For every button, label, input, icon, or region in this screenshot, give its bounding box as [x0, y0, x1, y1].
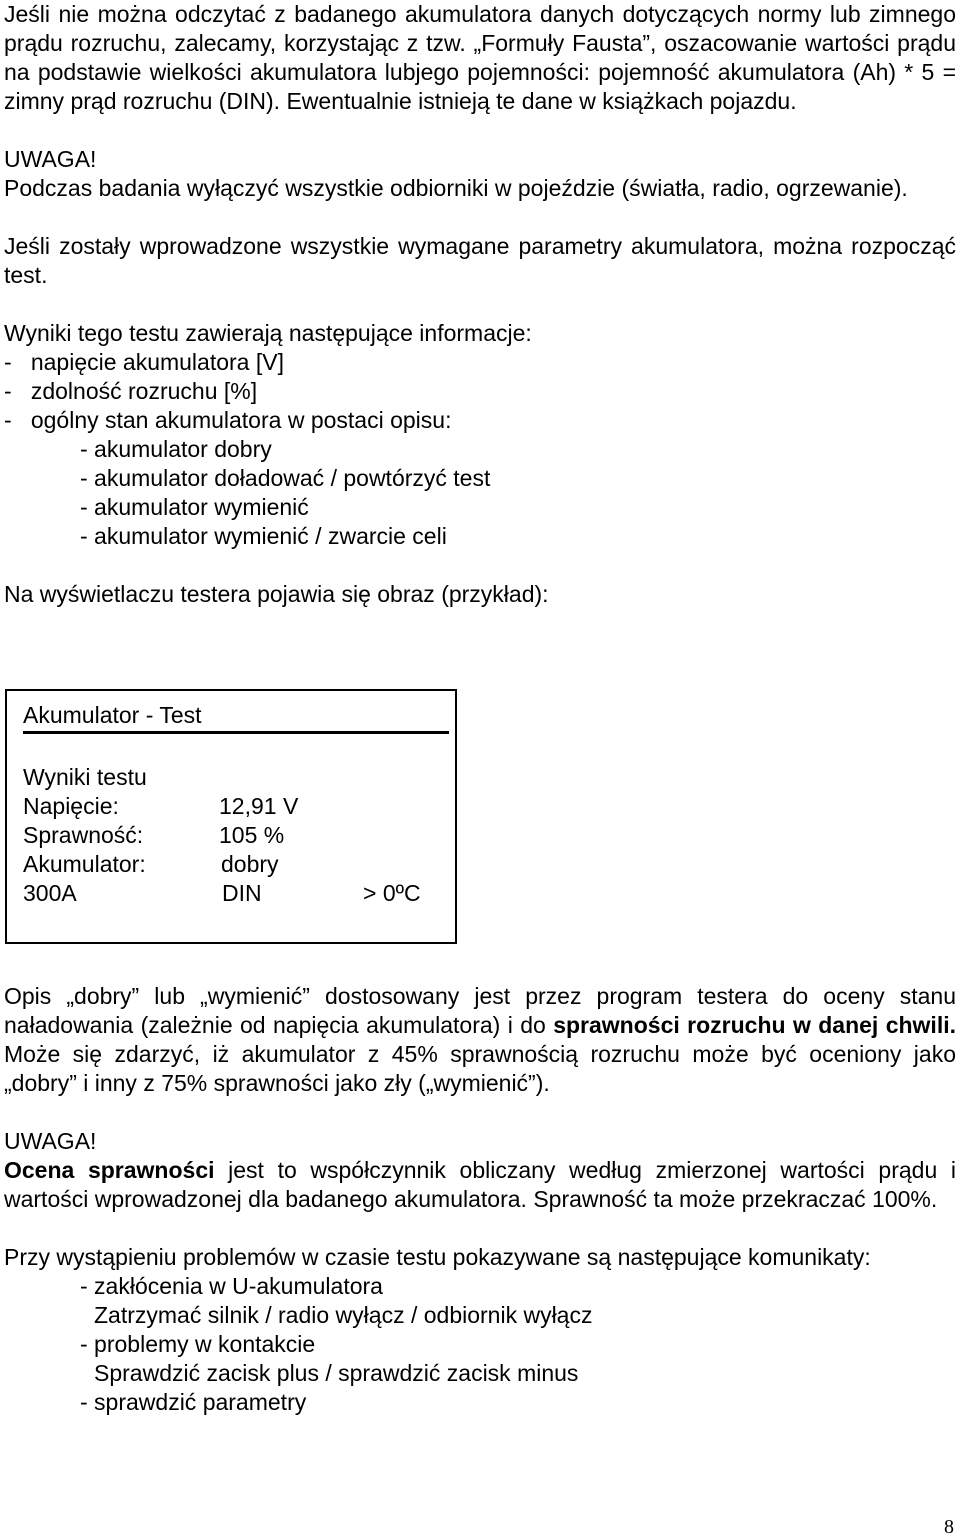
document-page [4, 0, 956, 609]
problem-item: - sprawdzić parametry [80, 1389, 307, 1415]
warning-heading: UWAGA! [4, 1128, 97, 1154]
list-item: - napięcie akumulatora [V] [4, 349, 284, 375]
intro-paragraph: Jeśli nie można odczytać z badanego akumulatora danych dotyczących normy lub zimnego prądu rozruchu, zalecamy, korzystając z tzw. „Formuły Fausta”, oszacowanie wartości prądu na podstawie wielkości akumulatora lubjego pojemności: pojemność akumulatora (Ah) * 5 = zimny prąd rozruchu (DIN). Ewentualnie istnieją te dane w książkach pojazdu. [4, 1, 956, 114]
temperature-value: > 0ºC [363, 880, 421, 906]
warning-heading: UWAGA! [4, 146, 97, 172]
description-text: Opis „dobry” lub „wymienić” dostosowany jest przez program testera do oceny stanu naładowania (zależnie od napięcia akumulatora) i do [4, 983, 956, 1038]
current-value: 300A [23, 880, 77, 906]
efficiency-value: 105 % [219, 822, 285, 848]
problem-detail: Sprawdzić zacisk plus / sprawdzić zacisk minus [94, 1360, 579, 1386]
document-page-lower [4, 982, 956, 1417]
battery-value: dobry [221, 851, 279, 877]
battery-label: Akumulator: [23, 851, 146, 877]
list-subitem: - akumulator dobry [80, 436, 272, 462]
display-intro: Na wyświetlaczu testera pojawia się obraz (przykład): [4, 581, 549, 607]
list-item: - zdolność rozruchu [%] [4, 378, 258, 404]
problems-list [4, 1272, 956, 1417]
results-list [4, 348, 956, 551]
problem-item: - zakłócenia w U-akumulatora [80, 1273, 383, 1299]
results-intro: Wyniki tego testu zawierają następujące informacje: [4, 320, 532, 346]
efficiency-note [4, 1156, 956, 1214]
list-subitem: - akumulator wymienić / zwarcie celi [80, 523, 447, 549]
problems-intro: Przy wystąpieniu problemów w czasie testu pokazywane są następujące komunikaty: [4, 1244, 871, 1270]
voltage-label: Napięcie: [23, 793, 119, 819]
efficiency-label: Sprawność: [23, 822, 144, 848]
standard-value: DIN [222, 880, 262, 906]
efficiency-note-bold: Ocena sprawności [4, 1157, 215, 1183]
description-bold: sprawności rozruchu w danej chwili. [553, 1012, 956, 1038]
problem-detail: Zatrzymać silnik / radio wyłącz / odbiornik wyłącz [94, 1302, 593, 1328]
efficiency-note-text: jest to współczynnik obliczany według zmierzonej wartości prądu i wartości wprowadzonej dla badanego akumulatora. Sprawność ta może przekraczać 100%. [4, 1157, 956, 1212]
warning-text: Podczas badania wyłączyć wszystkie odbiorniki w pojeździe (światła, radio, ogrzewanie). [4, 175, 908, 201]
list-item: - ogólny stan akumulatora w postaci opisu: [4, 407, 452, 433]
tester-results-heading: Wyniki testu [23, 764, 147, 790]
tester-display-title: Akumulator - Test [23, 702, 202, 728]
page-number: 8 [944, 1516, 954, 1538]
list-subitem: - akumulator doładować / powtórzyć test [80, 465, 491, 491]
description-text-end: Może się zdarzyć, iż akumulator z 45% sprawnością rozruchu może być oceniony jako „dobry” i inny z 75% sprawności jako zły („wymienić”). [4, 1041, 956, 1096]
tester-display [5, 689, 457, 944]
voltage-value: 12,91 V [219, 793, 299, 819]
list-subitem: - akumulator wymienić [80, 494, 309, 520]
title-underline [23, 731, 449, 734]
start-test-paragraph: Jeśli zostały wprowadzone wszystkie wymagane parametry akumulatora, można rozpocząć test. [4, 233, 956, 288]
description-paragraph [4, 982, 956, 1098]
problem-item: - problemy w kontakcie [80, 1331, 316, 1357]
